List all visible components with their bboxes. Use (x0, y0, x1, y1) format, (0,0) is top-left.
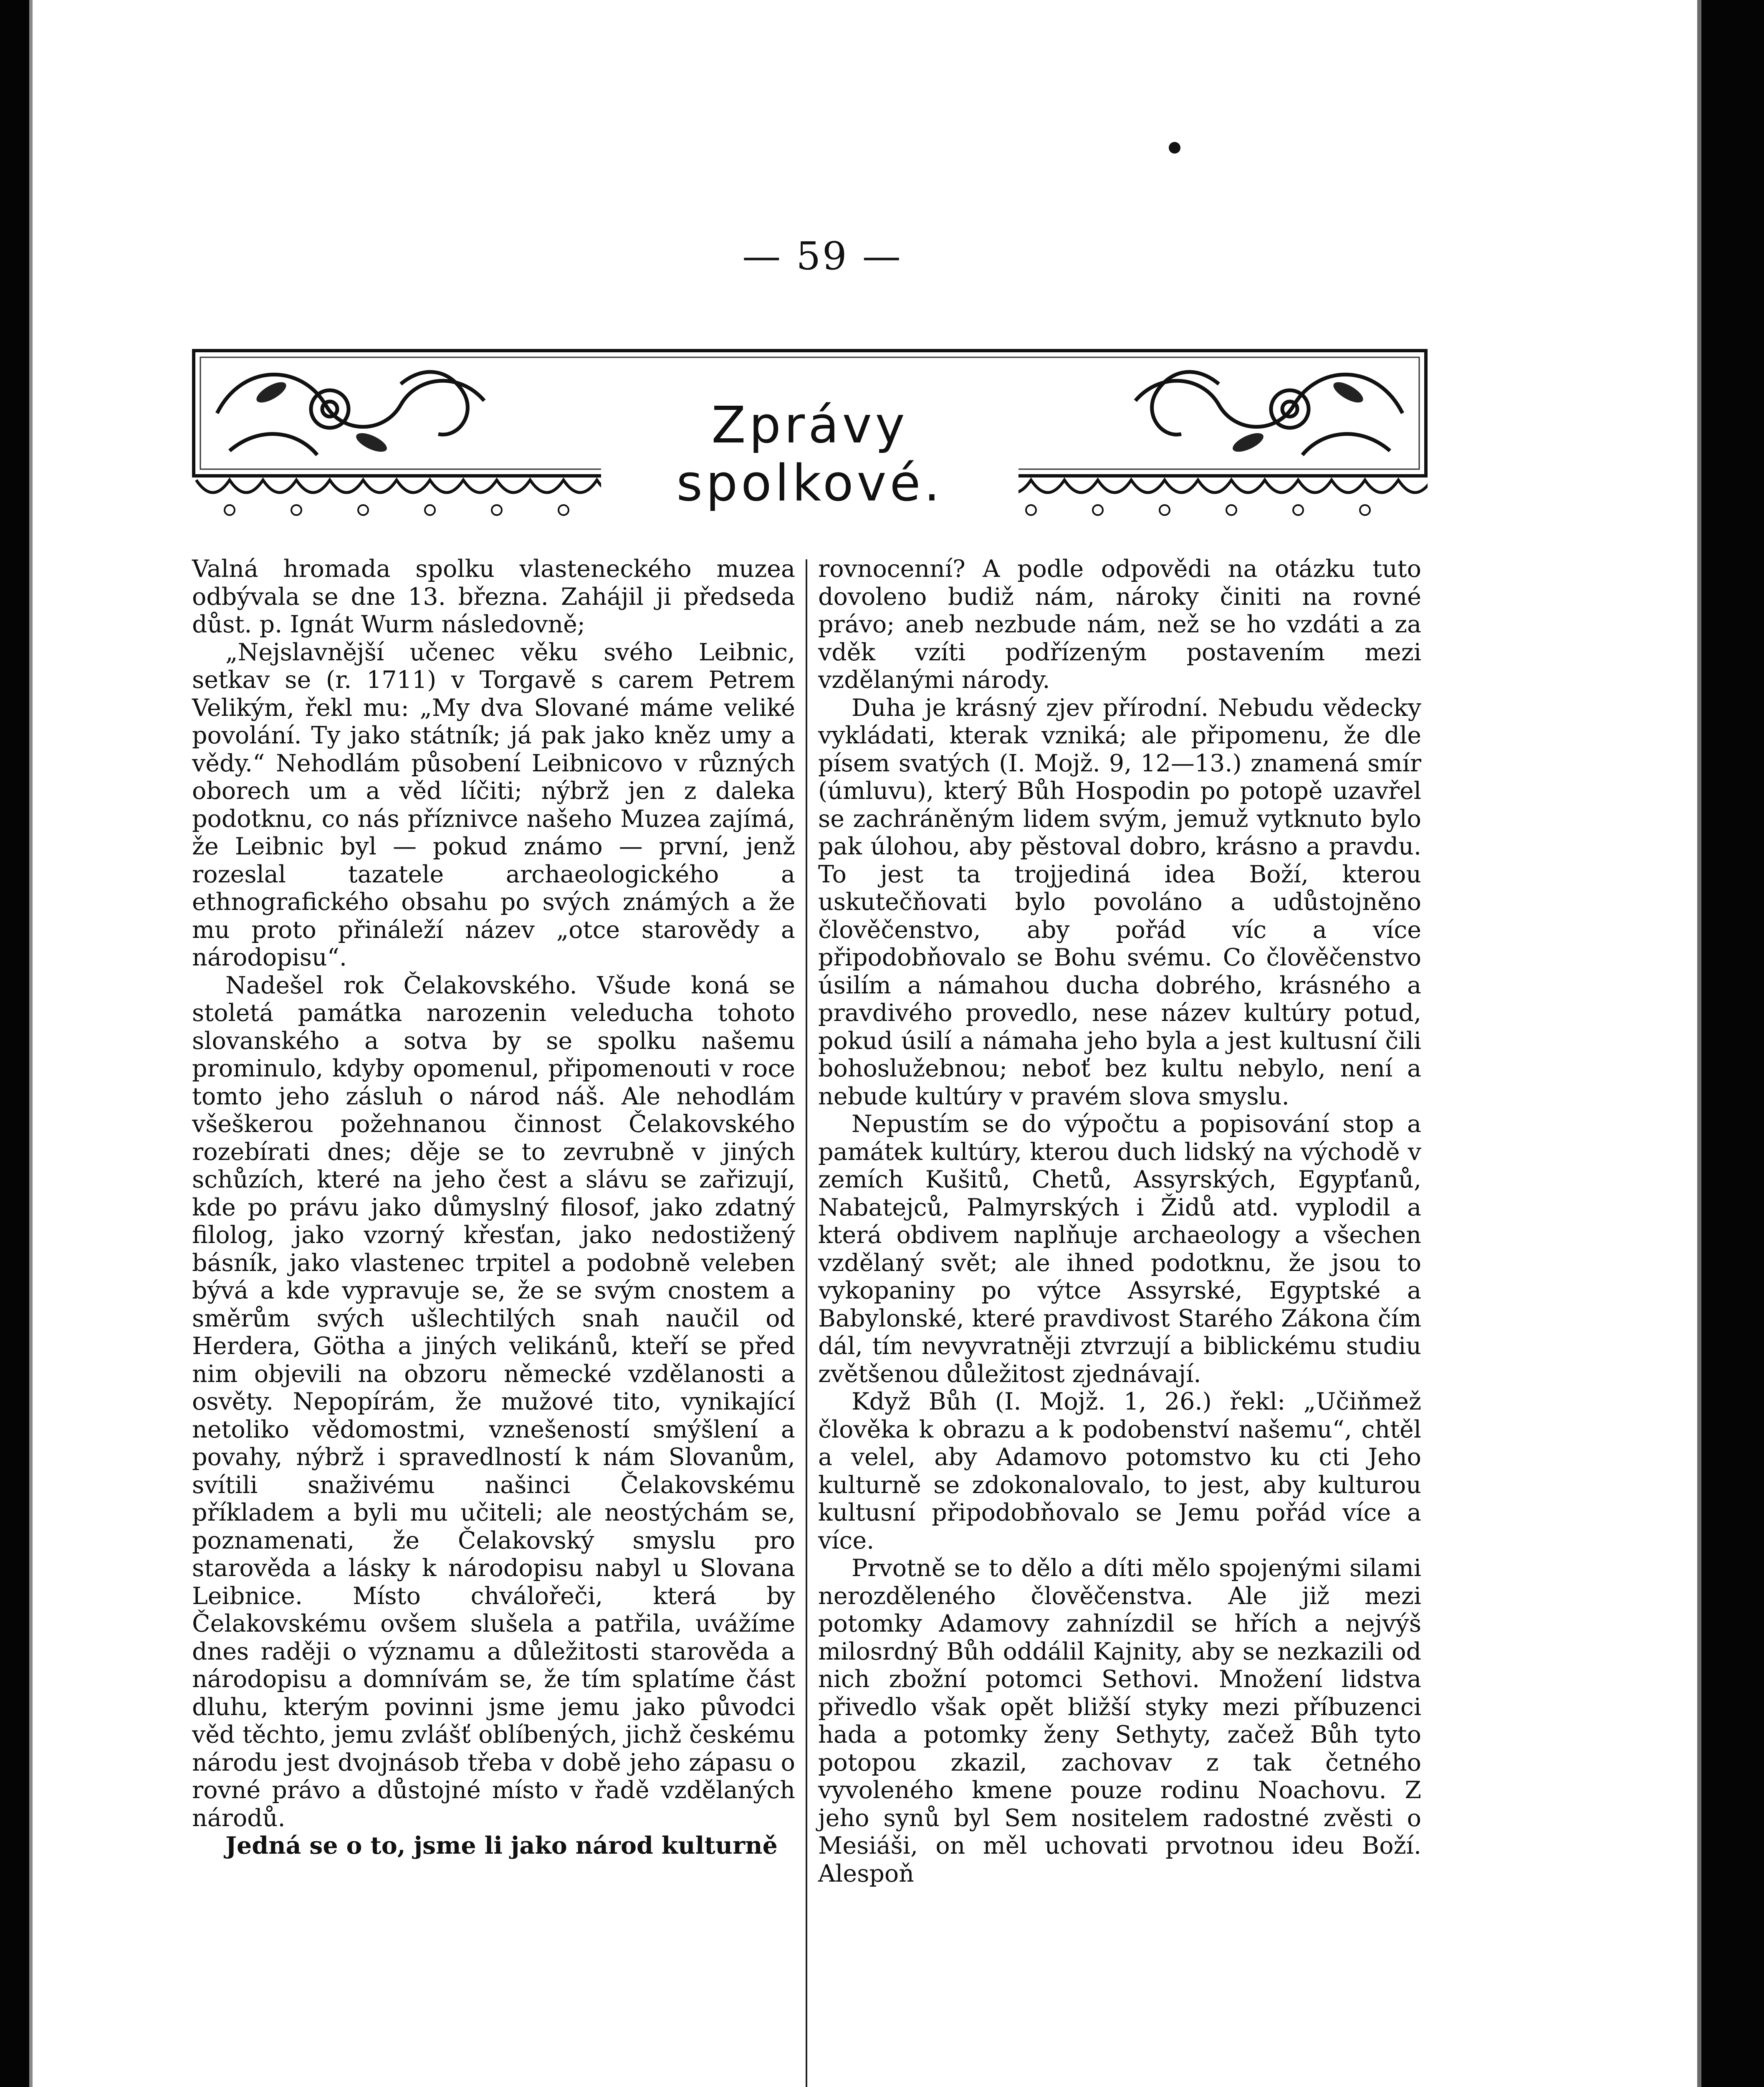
paragraph: Nepustím se do výpočtu a popisování stop a památek kultúry, kterou duch lidský na východě v zemích Kušitů, Chetů, Assyrských, Egypťanů, Nabatejců, Palmyrských i Židů atd. vyplodil a která obdivem naplňuje archaeology a všechen vzdělaný svět; ale ihned podotknu, že jsou to vykopaniny po výtce Assyrské, Egyptské a Babylonské, které pravdivost Starého Zákona čím dál, tím nevyvratněji ztvrzují a biblickému studiu zvětšenou důležitost zjednávají. (818, 1110, 1421, 1388)
paragraph: „Nejslavnější učenec věku svého Leibnic, setkav se (r. 1711) v Torgavě s carem Petrem Velikým, řekl mu: „My dva Slované máme veliké povolání. Ty jako státník; já pak jako kněz umy a vědy.“ Nehodlám působení Leibnicovo v různých oborech um a věd líčiti; nýbrž jen z daleka podotknu, co nás příznivce našeho Muzea zajímá, že Leibnic byl — pokud známo — první, jenž rozeslal tazatele archaeologického a ethnografického obsahu po svých známých a že mu proto přináleží název „otce starovědy a národopisu“. (192, 638, 795, 971)
scan-left-edge (0, 0, 29, 2087)
paragraph: Když Bůh (I. Mojž. 1, 26.) řekl: „Učiňmež člověka k obrazu a k podobenství našemu“, chtěl a velel, aby Adamovo potomstvo ku cti Jeho kulturně se zdokonalovalo, to jest, aby kulturou kultusní připodobňovalo se Jemu pořád více a více. (818, 1388, 1421, 1554)
section-title: Zprávy spolkové. (601, 392, 1018, 517)
scan-left-shadow (29, 0, 33, 2087)
scan-right-shadow (1697, 0, 1701, 2087)
right-column (818, 555, 1421, 1887)
page-number: — 59 — (742, 234, 902, 278)
paragraph: Valná hromada spolku vlasteneckého muzea odbývala se dne 13. března. Zahájil ji předseda důst. p. Ignát Wurm následovně; (192, 555, 795, 638)
ink-spot (1169, 142, 1180, 154)
section-banner (192, 346, 1428, 534)
column-divider (806, 559, 807, 2087)
paragraph: Duha je krásný zjev přírodní. Nebudu vědecky vykládati, kterak vzniká; ale připomenu, že dle písem svatých (I. Mojž. 9, 12—13.) znamená smír (úmluvu), který Bůh Hospodin po potopě uzavřel se zachráněným lidem svým, jemuž vytknuto bylo pak úlohou, aby pěstoval dobro, krásno a pravdu. To jest ta trojjediná idea Boží, kterou uskutečňovati bylo povoláno a udůstojněno člověčenstvo, aby pořád víc a více připodobňovalo se Bohu svému. Co člověčenstvo úsilím a námahou ducha dobrého, krásného a pravdivého provedlo, nese název kultúry potud, pokud úsilí a námaha jeho byla a jest kultusní čili bohoslužebnou; neboť bez kultu nebylo, není a nebude kultúry v pravém slova smyslu. (818, 694, 1421, 1110)
scan-right-edge (1701, 0, 1764, 2087)
left-column (192, 555, 795, 1860)
paragraph: rovnocenní? A podle odpovědi na otázku tuto dovoleno budiž nám, nároky činiti na rovné právo; aneb nezbude nám, než se ho vzdáti a za vděk vzíti podřízeným postavením mezi vzdělanými národy. (818, 555, 1421, 694)
paragraph: Nadešel rok Čelakovského. Všude koná se stoletá památka narozenin veleducha tohoto slovanského a sotva by se spolku našemu prominulo, kdyby opomenul, připomenouti v roce tomto jeho zásluh o národ náš. Ale nehodlám všeškerou požehnanou činnost Čelakovského rozebírati dnes; děje se to zevrubně v jiných schůzích, které na jeho čest a slávu se zařizují, kde po právu jako důmyslný filosof, jako zdatný filolog, jako vzorný křesťan, jako nedostižený básník, jako vlastenec trpitel a podobně veleben bývá a kde vypravuje se, že se svým cnostem a směrům svých ušlechtilých snah naučil od Herdera, Götha a jiných velikánů, kteří se před nim objevili na obzoru německé vzdělanosti a osvěty. Nepopírám, že mužové tito, vynikající netoliko vědomostmi, vznešeností smýšlení a povahy, nýbrž i spravedlností k nám Slovanům, svítili snaživému našinci Čelakovskému příkladem a byli mu učiteli; ale neostýchám se, poznamenati, že Čelakovský smyslu pro starověda a lásky k národopisu nabyl u Slovana Leibnice. Místo chválořeči, která by Čelakovskému ovšem slušela a patřila, uvážíme dnes raději o významu a důležitosti starověda a národopisu a domnívám se, že tím splatíme část dluhu, kterým povinni jsme jemu jako původci věd těchto, jemu zvlášť oblíbených, jichž českému národu jest dvojnásob třeba v době jeho zápasu o rovné právo a důstojné místo v řadě vzdělaných národů. (192, 971, 795, 1832)
paragraph: Prvotně se to dělo a díti mělo spojenými silami nerozděleného člověčenstva. Ale již mezi potomky Adamovy zahnízdil se hřích a nejvýš milosrdný Bůh oddálil Kajnity, aby se nezkazili od nich zbožní potomci Sethovi. Množení lidstva přivedlo však opět bližší styky mezi příbuzenci hada a potomky ženy Sethyty, začež Bůh tyto potopou zkazil, zachovav z tak četného vyvoleného kmene pouze rodinu Noachovu. Z jeho synů byl Sem nositelem radostné zvěsti o Mesiáši, on měl uchovati prvotnou ideu Boží. Alespoň (818, 1554, 1421, 1887)
paragraph: Jedná se o to, jsme li jako národ kulturně (225, 1832, 778, 1860)
